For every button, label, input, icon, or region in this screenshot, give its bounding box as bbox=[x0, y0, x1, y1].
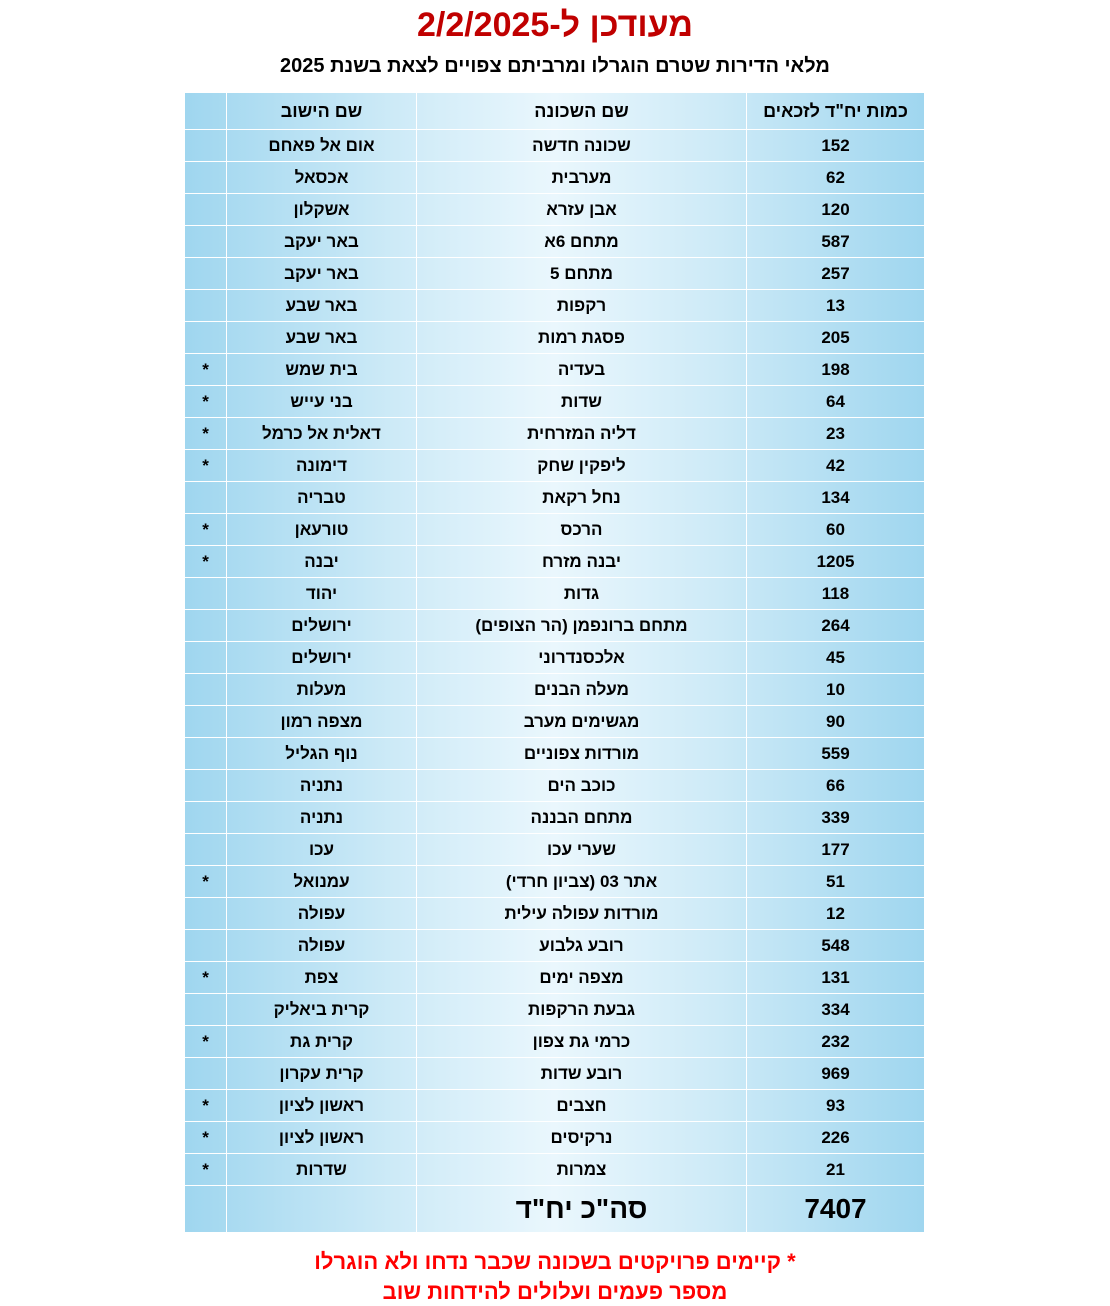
table-row bbox=[185, 962, 925, 994]
cell-units: 177 bbox=[747, 834, 925, 866]
column-header-star bbox=[185, 93, 227, 130]
cell-units: 226 bbox=[747, 1122, 925, 1154]
cell-units: 264 bbox=[747, 610, 925, 642]
delayed-project-star-icon: * bbox=[185, 386, 227, 418]
cell-units: 152 bbox=[747, 130, 925, 162]
table-row bbox=[185, 418, 925, 450]
table-row bbox=[185, 514, 925, 546]
cell-units: 548 bbox=[747, 930, 925, 962]
table-row bbox=[185, 194, 925, 226]
cell-neighborhood: מערבית bbox=[417, 162, 747, 194]
cell-units: 45 bbox=[747, 642, 925, 674]
delayed-project-star-icon bbox=[185, 194, 227, 226]
cell-city: ראשון לציון bbox=[227, 1090, 417, 1122]
delayed-project-star-icon: * bbox=[185, 1026, 227, 1058]
table-row bbox=[185, 130, 925, 162]
cell-units: 42 bbox=[747, 450, 925, 482]
cell-neighborhood: יבנה מזרח bbox=[417, 546, 747, 578]
delayed-project-star-icon bbox=[185, 290, 227, 322]
cell-city: עפולה bbox=[227, 898, 417, 930]
cell-units: 134 bbox=[747, 482, 925, 514]
delayed-project-star-icon: * bbox=[185, 514, 227, 546]
cell-neighborhood: ליפקין שחק bbox=[417, 450, 747, 482]
page-title: מעודכן ל-2/2/2025 bbox=[416, 6, 694, 44]
table-row bbox=[185, 738, 925, 770]
cell-units: 64 bbox=[747, 386, 925, 418]
cell-city: בני עייש bbox=[227, 386, 417, 418]
table-row bbox=[185, 226, 925, 258]
table-row bbox=[185, 1154, 925, 1186]
table-row bbox=[185, 834, 925, 866]
delayed-project-star-icon bbox=[185, 674, 227, 706]
table-row bbox=[185, 162, 925, 194]
table-row bbox=[185, 1122, 925, 1154]
total-label: סה"כ יח"ד bbox=[417, 1186, 747, 1233]
cell-units: 62 bbox=[747, 162, 925, 194]
table-row bbox=[185, 546, 925, 578]
cell-units: 12 bbox=[747, 898, 925, 930]
cell-units: 90 bbox=[747, 706, 925, 738]
table-row bbox=[185, 354, 925, 386]
cell-neighborhood: רובע גלבוע bbox=[417, 930, 747, 962]
cell-units: 969 bbox=[747, 1058, 925, 1090]
cell-neighborhood: מעלה הבנים bbox=[417, 674, 747, 706]
delayed-project-star-icon bbox=[185, 834, 227, 866]
total-city-empty bbox=[227, 1186, 417, 1233]
cell-city: קרית עקרון bbox=[227, 1058, 417, 1090]
delayed-project-star-icon: * bbox=[185, 962, 227, 994]
delayed-project-star-icon bbox=[185, 802, 227, 834]
cell-city: אשקלון bbox=[227, 194, 417, 226]
page-subtitle: מלאי הדירות שטרם הוגרלו ומרביתם צפויים לצאת בשנת 2025 bbox=[280, 55, 830, 77]
cell-units: 21 bbox=[747, 1154, 925, 1186]
cell-neighborhood: בעדיה bbox=[417, 354, 747, 386]
table-row bbox=[185, 770, 925, 802]
cell-city: נתניה bbox=[227, 802, 417, 834]
total-star-empty bbox=[185, 1186, 227, 1233]
cell-units: 10 bbox=[747, 674, 925, 706]
delayed-project-star-icon bbox=[185, 482, 227, 514]
cell-city: דאלית אל כרמל bbox=[227, 418, 417, 450]
delayed-project-star-icon bbox=[185, 130, 227, 162]
delayed-project-star-icon: * bbox=[185, 1090, 227, 1122]
cell-neighborhood: מתחם 5 bbox=[417, 258, 747, 290]
cell-neighborhood: צמרות bbox=[417, 1154, 747, 1186]
table-header bbox=[185, 93, 925, 130]
cell-neighborhood: אבן עזרא bbox=[417, 194, 747, 226]
cell-units: 93 bbox=[747, 1090, 925, 1122]
cell-neighborhood: שערי עכו bbox=[417, 834, 747, 866]
footnote-line-2: מספר פעמים ועלולים להידחות שוב bbox=[382, 1278, 728, 1304]
table-row bbox=[185, 802, 925, 834]
table-row bbox=[185, 1026, 925, 1058]
delayed-project-star-icon bbox=[185, 898, 227, 930]
cell-units: 559 bbox=[747, 738, 925, 770]
cell-units: 587 bbox=[747, 226, 925, 258]
cell-neighborhood: גבעת הרקפות bbox=[417, 994, 747, 1026]
cell-neighborhood: נחל רקאת bbox=[417, 482, 747, 514]
table-row bbox=[185, 610, 925, 642]
cell-neighborhood: מתחם 6א bbox=[417, 226, 747, 258]
delayed-project-star-icon bbox=[185, 930, 227, 962]
table-row bbox=[185, 930, 925, 962]
cell-units: 131 bbox=[747, 962, 925, 994]
cell-city: באר שבע bbox=[227, 290, 417, 322]
cell-city: עפולה bbox=[227, 930, 417, 962]
table-body bbox=[185, 130, 925, 1233]
cell-city: באר יעקב bbox=[227, 258, 417, 290]
cell-neighborhood: שכונה חדשה bbox=[417, 130, 747, 162]
delayed-project-star-icon: * bbox=[185, 1154, 227, 1186]
table-row bbox=[185, 642, 925, 674]
cell-neighborhood: מורדות עפולה עילית bbox=[417, 898, 747, 930]
cell-neighborhood: כוכב הים bbox=[417, 770, 747, 802]
delayed-project-star-icon bbox=[185, 578, 227, 610]
cell-neighborhood: דליה המזרחית bbox=[417, 418, 747, 450]
delayed-project-star-icon bbox=[185, 226, 227, 258]
cell-units: 23 bbox=[747, 418, 925, 450]
delayed-project-star-icon: * bbox=[185, 450, 227, 482]
cell-city: ראשון לציון bbox=[227, 1122, 417, 1154]
delayed-project-star-icon bbox=[185, 738, 227, 770]
table-row bbox=[185, 674, 925, 706]
cell-neighborhood: מתחם הבננה bbox=[417, 802, 747, 834]
table-row bbox=[185, 322, 925, 354]
table-row bbox=[185, 994, 925, 1026]
table-row bbox=[185, 1058, 925, 1090]
column-header-neighborhood: שם השכונה bbox=[417, 93, 747, 130]
delayed-project-star-icon: * bbox=[185, 866, 227, 898]
cell-units: 205 bbox=[747, 322, 925, 354]
cell-city: אום אל פאחם bbox=[227, 130, 417, 162]
column-header-units: כמות יח"ד לזכאים bbox=[747, 93, 925, 130]
cell-units: 51 bbox=[747, 866, 925, 898]
apartments-table bbox=[184, 92, 925, 1233]
cell-city: נתניה bbox=[227, 770, 417, 802]
cell-city: שדרות bbox=[227, 1154, 417, 1186]
cell-city: דימונה bbox=[227, 450, 417, 482]
cell-city: צפת bbox=[227, 962, 417, 994]
cell-neighborhood: כרמי גת צפון bbox=[417, 1026, 747, 1058]
cell-units: 13 bbox=[747, 290, 925, 322]
delayed-project-star-icon: * bbox=[185, 546, 227, 578]
cell-neighborhood: מצפה ימים bbox=[417, 962, 747, 994]
cell-units: 120 bbox=[747, 194, 925, 226]
table-row bbox=[185, 450, 925, 482]
delayed-project-star-icon bbox=[185, 770, 227, 802]
cell-city: ירושלים bbox=[227, 610, 417, 642]
cell-city: בית שמש bbox=[227, 354, 417, 386]
cell-units: 339 bbox=[747, 802, 925, 834]
table-row bbox=[185, 866, 925, 898]
cell-neighborhood: שדות bbox=[417, 386, 747, 418]
cell-neighborhood: מורדות צפוניים bbox=[417, 738, 747, 770]
cell-neighborhood: מתחם ברונפמן (הר הצופים) bbox=[417, 610, 747, 642]
cell-neighborhood: אלכסנדרוני bbox=[417, 642, 747, 674]
cell-city: קרית גת bbox=[227, 1026, 417, 1058]
cell-city: עמנואל bbox=[227, 866, 417, 898]
delayed-project-star-icon bbox=[185, 322, 227, 354]
cell-city: מעלות bbox=[227, 674, 417, 706]
delayed-project-star-icon bbox=[185, 258, 227, 290]
cell-city: מצפה רמון bbox=[227, 706, 417, 738]
table-row bbox=[185, 258, 925, 290]
cell-units: 334 bbox=[747, 994, 925, 1026]
delayed-project-star-icon: * bbox=[185, 418, 227, 450]
cell-units: 118 bbox=[747, 578, 925, 610]
column-header-city: שם הישוב bbox=[227, 93, 417, 130]
table-row bbox=[185, 386, 925, 418]
cell-units: 60 bbox=[747, 514, 925, 546]
cell-city: יהוד bbox=[227, 578, 417, 610]
cell-city: אכסאל bbox=[227, 162, 417, 194]
cell-units: 1205 bbox=[747, 546, 925, 578]
table-total-row bbox=[185, 1186, 925, 1233]
cell-units: 257 bbox=[747, 258, 925, 290]
cell-neighborhood: רקפות bbox=[417, 290, 747, 322]
table-row bbox=[185, 482, 925, 514]
table-row bbox=[185, 578, 925, 610]
cell-city: יבנה bbox=[227, 546, 417, 578]
total-units-value: 7407 bbox=[747, 1186, 925, 1233]
delayed-project-star-icon bbox=[185, 706, 227, 738]
cell-neighborhood: חצבים bbox=[417, 1090, 747, 1122]
cell-city: נוף הגליל bbox=[227, 738, 417, 770]
table-row bbox=[185, 1090, 925, 1122]
cell-neighborhood: פסגת רמות bbox=[417, 322, 747, 354]
cell-neighborhood: רובע שדות bbox=[417, 1058, 747, 1090]
cell-city: טורעאן bbox=[227, 514, 417, 546]
table-row bbox=[185, 290, 925, 322]
delayed-project-star-icon bbox=[185, 642, 227, 674]
cell-city: עכו bbox=[227, 834, 417, 866]
footnote-line-1: * קיימים פרויקטים בשכונה שכבר נדחו ולא הוגרלו bbox=[314, 1249, 796, 1274]
cell-units: 198 bbox=[747, 354, 925, 386]
delayed-project-star-icon: * bbox=[185, 1122, 227, 1154]
delayed-project-star-icon bbox=[185, 1058, 227, 1090]
cell-city: טבריה bbox=[227, 482, 417, 514]
delayed-project-star-icon: * bbox=[185, 354, 227, 386]
cell-neighborhood: הרכס bbox=[417, 514, 747, 546]
table-row bbox=[185, 898, 925, 930]
cell-units: 66 bbox=[747, 770, 925, 802]
cell-neighborhood: מגשימים מערב bbox=[417, 706, 747, 738]
cell-city: באר שבע bbox=[227, 322, 417, 354]
cell-units: 232 bbox=[747, 1026, 925, 1058]
cell-neighborhood: נרקיסים bbox=[417, 1122, 747, 1154]
delayed-project-star-icon bbox=[185, 994, 227, 1026]
cell-city: קרית ביאליק bbox=[227, 994, 417, 1026]
table-row bbox=[185, 706, 925, 738]
delayed-project-star-icon bbox=[185, 610, 227, 642]
footnote bbox=[0, 1247, 1110, 1306]
cell-neighborhood: אתר 03 (צביון חרדי) bbox=[417, 866, 747, 898]
table-header-row bbox=[185, 93, 925, 130]
delayed-project-star-icon bbox=[185, 162, 227, 194]
cell-city: באר יעקב bbox=[227, 226, 417, 258]
apartments-table-container bbox=[185, 92, 925, 1233]
cell-city: ירושלים bbox=[227, 642, 417, 674]
cell-neighborhood: גדות bbox=[417, 578, 747, 610]
